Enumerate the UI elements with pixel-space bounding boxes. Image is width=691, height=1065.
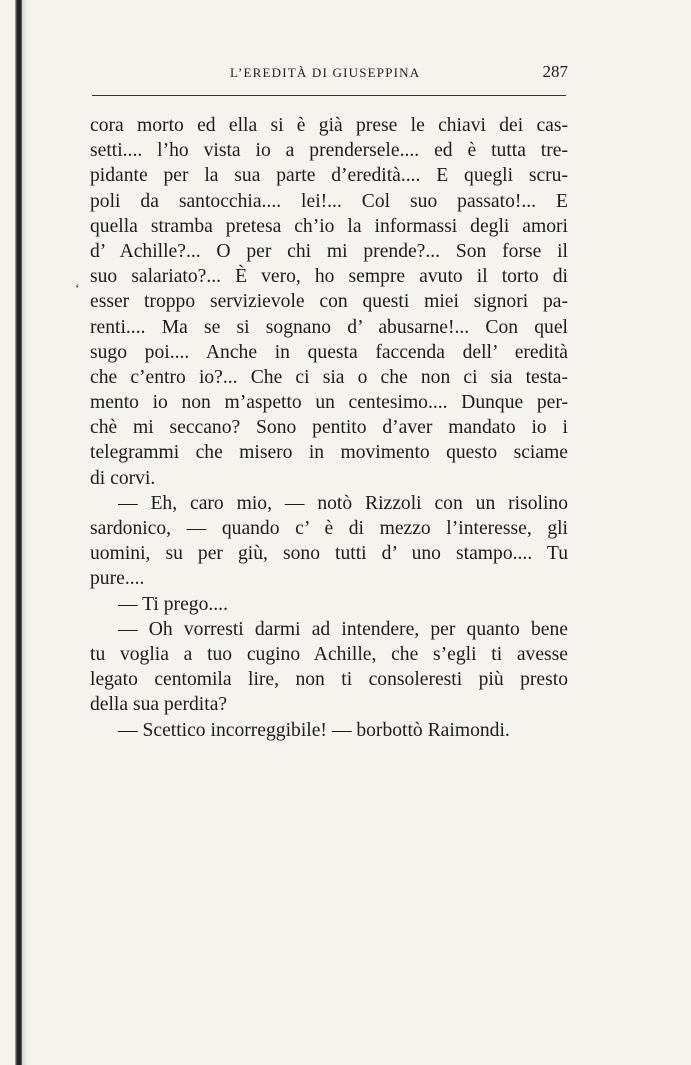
text-line: della sua perdita? xyxy=(90,694,228,716)
text-line: suo salariato?... È vero, ho sempre avuto il torto di xyxy=(90,266,568,288)
page-header xyxy=(90,62,568,84)
text-line: — Ti prego.... xyxy=(118,593,228,615)
margin-mark: ʻ xyxy=(75,282,80,297)
book-spine xyxy=(15,0,22,1065)
text-line: quella stramba pretesa ch’io la informassi degli amori xyxy=(90,215,568,237)
text-line: mento io non m’aspetto un centesimo.... Dunque per- xyxy=(90,392,568,414)
text-line: — Scettico incorreggibile! — borbottò Raimondi. xyxy=(118,719,510,741)
text-line: uomini, su per giù, sono tutti d’ uno stampo.... Tu xyxy=(90,543,568,565)
text-line: d’ Achille?... O per chi mi prende?... Son forse il xyxy=(90,240,568,262)
text-line: pure.... xyxy=(90,568,145,590)
text-line: setti.... l’ho vista io a prendersele.... ed è tutta tre- xyxy=(90,140,568,162)
text-line: pidante per la sua parte d’eredità.... E quegli scru- xyxy=(90,165,568,187)
text-line: chè mi seccano? Sono pentito d’aver mandato io i xyxy=(90,417,568,439)
header-rule xyxy=(92,95,566,96)
text-line: cora morto ed ella si è già prese le chiavi dei cas- xyxy=(90,115,568,136)
page-number: 287 xyxy=(542,62,568,81)
text-line: sugo poi.... Anche in questa faccenda dell’ eredità xyxy=(90,341,568,363)
text-line: esser troppo servizievole con questi miei signori pa- xyxy=(90,291,568,313)
text-line: legato centomila lire, non ti consoleresti più presto xyxy=(90,669,568,691)
text-line: renti.... Ma se si sognano d’ abusarne!... Con quel xyxy=(90,316,568,338)
running-title: L’EREDITÀ DI GIUSEPPINA xyxy=(230,65,421,80)
text-line: sardonico, — quando c’ è di mezzo l’interesse, gli xyxy=(90,518,568,539)
text-line: — Eh, caro mio, — notò Rizzoli con un risolino xyxy=(118,492,568,514)
text-line: poli da santocchia.... lei!... Col suo passato!... E xyxy=(90,190,568,212)
text-line: telegrammi che misero in movimento questo sciame xyxy=(90,442,568,464)
text-line: — Oh vorresti darmi ad intendere, per quanto bene xyxy=(118,618,568,640)
text-line: di corvi. xyxy=(90,467,156,489)
text-line: tu voglia a tuo cugino Achille, che s’egli ti avesse xyxy=(90,643,568,665)
spine-shadow xyxy=(22,0,28,1065)
text-line: che c’entro io?... Che ci sia o che non ci sia testa- xyxy=(90,366,568,388)
body-text xyxy=(90,113,568,743)
